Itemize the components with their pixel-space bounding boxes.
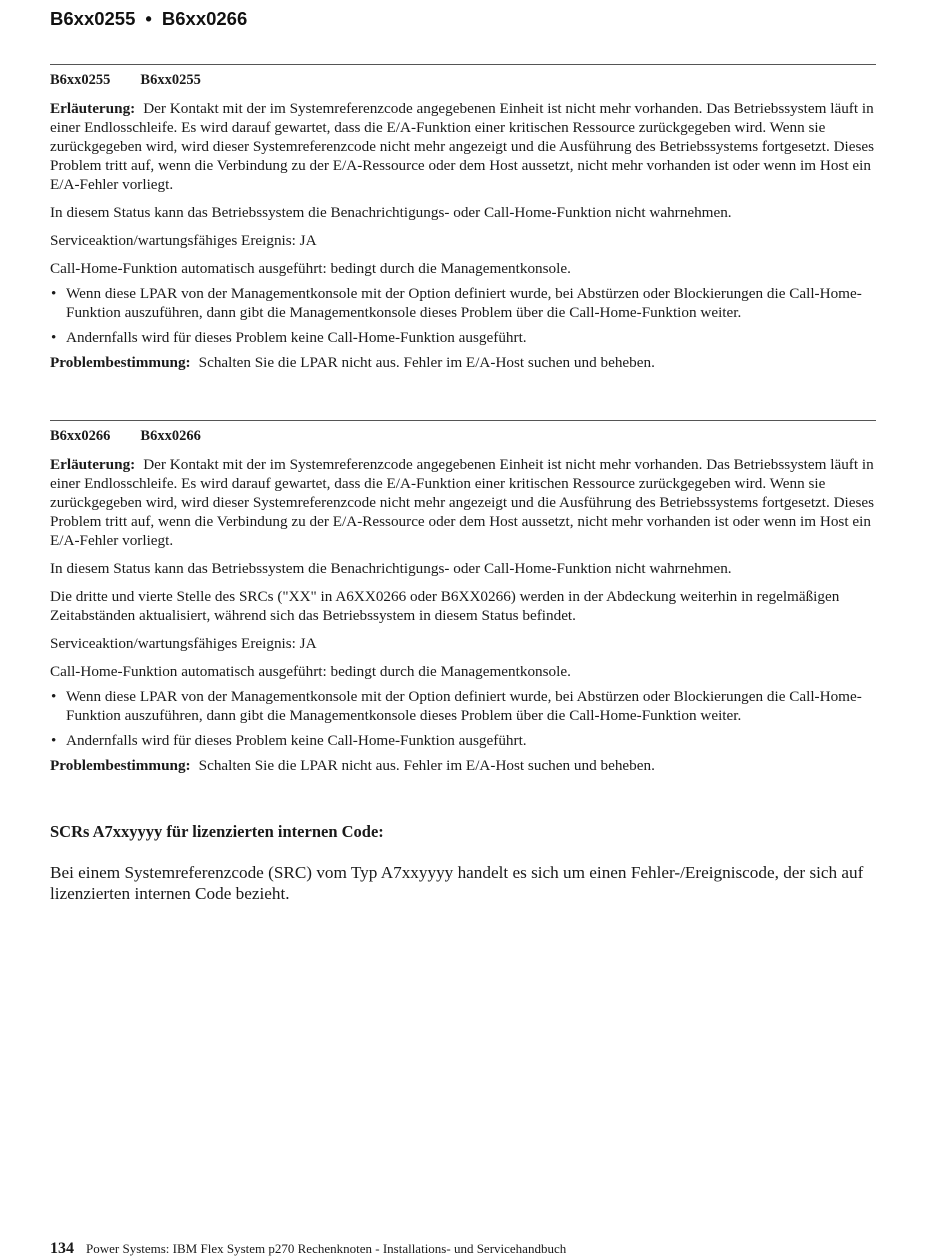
call-home-list: [50, 687, 876, 750]
explanation-text: Der Kontakt mit der im Systemreferenzcode angegebenen Einheit ist nicht mehr vorhanden. Das Betriebssystem läuft in einer Endlosschleife. Es wird darauf gewartet, dass die E/A-Funktion einer kritischen Ressource zurückgegeben wird. Wenn sie zurückgegeben wird, wird dieser Systemreferenzcode nicht mehr angezeigt und die Ausführung des Betriebssystems fortgesetzt. Dieses Problem tritt auf, wenn die Verbindung zu der E/A-Ressource oder dem Host aussetzt, nicht mehr vorhanden ist oder wenn im Host ein E/A-Fehler vorliegt.: [50, 100, 875, 193]
header-code-a: B6xx0255: [50, 8, 136, 29]
status-paragraph: In diesem Status kann das Betriebssystem die Benachrichtigungs- oder Call-Home-Funktion nicht wahrnehmen.: [50, 204, 732, 221]
lic-section-intro: Bei einem Systemreferenzcode (SRC) vom Typ A7xxyyyy handelt es sich um einen Fehler-/Ereigniscode, der sich auf lizenzierten internen Code bezieht.: [50, 863, 864, 903]
service-action-paragraph: Serviceaktion/wartungsfähiges Ereignis: JA: [50, 232, 317, 249]
service-action-paragraph: Serviceaktion/wartungsfähiges Ereignis: JA: [50, 635, 317, 652]
call-home-list: [50, 284, 876, 347]
src-entry-b6xx0255: [50, 64, 876, 381]
lic-section-heading: SCRs A7xxyyyy für lizenzierten internen Code:: [50, 822, 384, 841]
book-title: Power Systems: IBM Flex System p270 Rechenknoten - Installations- und Servicehandbuch: [86, 1241, 567, 1256]
header-separator: •: [145, 8, 152, 29]
section-divider: [50, 420, 876, 421]
status-paragraph: In diesem Status kann das Betriebssystem die Benachrichtigungs- oder Call-Home-Funktion nicht wahrnehmen.: [50, 560, 732, 577]
explanation-label: Erläuterung:: [50, 100, 136, 117]
call-home-paragraph: Call-Home-Funktion automatisch ausgeführt: bedingt durch die Managementkonsole.: [50, 663, 571, 680]
src-code-repeat: B6xx0255: [140, 72, 201, 88]
src-code: B6xx0266: [50, 428, 111, 444]
problem-paragraph: [50, 756, 876, 775]
list-item: • Andernfalls wird für dieses Problem keine Call-Home-Funktion ausgeführt.: [50, 731, 876, 750]
explanation-text: Der Kontakt mit der im Systemreferenzcode angegebenen Einheit ist nicht mehr vorhanden. Das Betriebssystem läuft in einer Endlosschleife. Es wird darauf gewartet, dass die E/A-Funktion einer kritischen Ressource zurückgegeben wird. Wenn sie zurückgegeben wird, wird dieser Systemreferenzcode nicht mehr angezeigt und die Ausführung des Betriebssystems fortgesetzt. Dieses Problem tritt auf, wenn die Verbindung zu der E/A-Ressource oder dem Host aussetzt, nicht mehr vorhanden ist oder wenn im Host ein E/A-Fehler vorliegt.: [50, 456, 875, 549]
page-number: 134: [50, 1240, 74, 1257]
explanation-paragraph: [50, 455, 876, 550]
problem-label: Problembestimmung:: [50, 757, 191, 774]
call-home-paragraph: Call-Home-Funktion automatisch ausgeführt: bedingt durch die Managementkonsole.: [50, 260, 571, 277]
src-code-row: [50, 72, 876, 89]
problem-label: Problembestimmung:: [50, 354, 191, 371]
list-item: • Wenn diese LPAR von der Managementkonsole mit der Option definiert wurde, bei Abstürzen oder Blockierungen die Call-Home-Funktion auszuführen, dann gibt die Managementkonsole dieses Problem über die Call-Home-Funktion weiter.: [50, 687, 876, 725]
problem-text: Schalten Sie die LPAR nicht aus. Fehler im E/A-Host suchen und beheben.: [198, 757, 655, 774]
list-item: • Andernfalls wird für dieses Problem keine Call-Home-Funktion ausgeführt.: [50, 328, 876, 347]
page-header: [50, 8, 247, 30]
section-divider: [50, 64, 876, 65]
srcs-update-paragraph: Die dritte und vierte Stelle des SRCs ("XX" in A6XX0266 oder B6XX0266) werden in der Abdeckung weiterhin in regelmäßigen Zeitabständen aktualisiert, während sich das Betriebssystem in diesem Status befindet.: [50, 588, 840, 624]
explanation-paragraph: [50, 99, 876, 194]
page-footer: [50, 1240, 566, 1258]
header-code-b: B6xx0266: [161, 8, 248, 29]
explanation-label: Erläuterung:: [50, 456, 136, 473]
problem-paragraph: [50, 353, 876, 372]
problem-text: Schalten Sie die LPAR nicht aus. Fehler im E/A-Host suchen und beheben.: [198, 354, 655, 371]
src-code: B6xx0255: [50, 72, 111, 88]
src-code-row: [50, 428, 876, 445]
list-item: • Wenn diese LPAR von der Managementkonsole mit der Option definiert wurde, bei Abstürzen oder Blockierungen die Call-Home-Funktion auszuführen, dann gibt die Managementkonsole dieses Problem über die Call-Home-Funktion weiter.: [50, 284, 876, 322]
src-code-repeat: B6xx0266: [140, 428, 201, 444]
src-entry-b6xx0266: [50, 420, 876, 784]
